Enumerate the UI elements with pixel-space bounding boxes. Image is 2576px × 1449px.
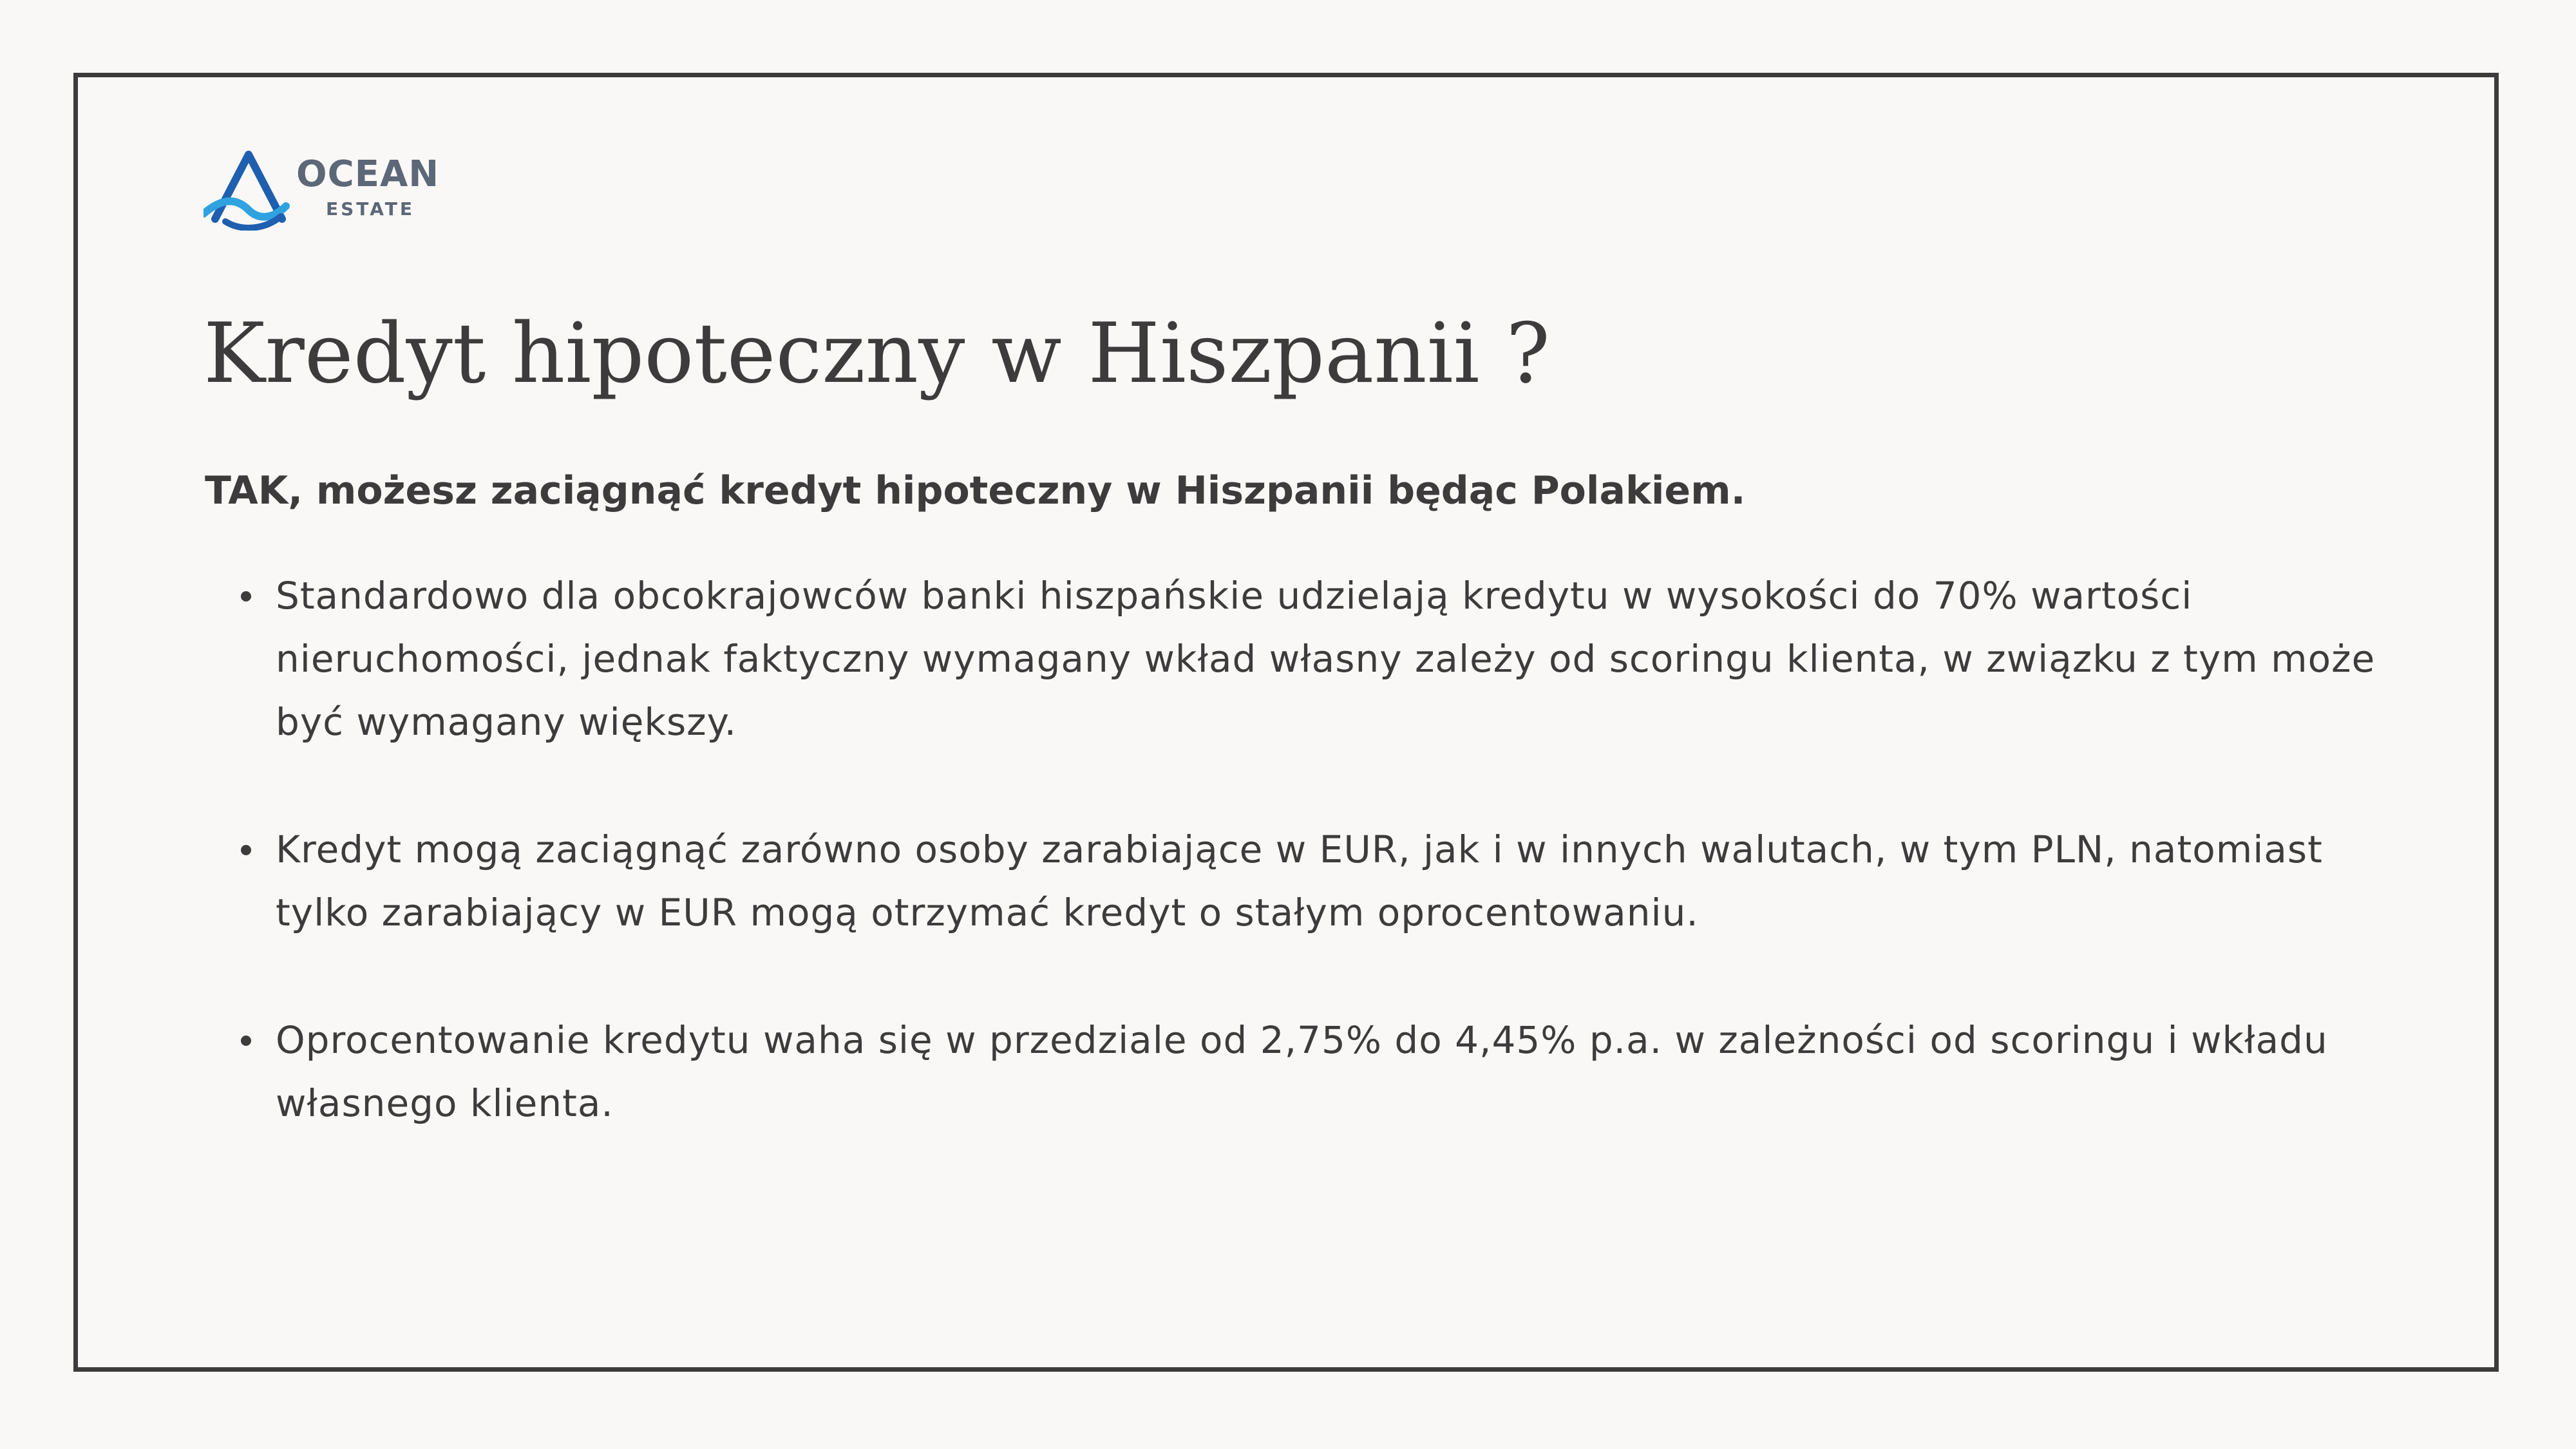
wave-mountain-icon bbox=[204, 147, 294, 231]
logo-wordmark: OCEAN bbox=[296, 153, 440, 195]
list-item bbox=[236, 1009, 2412, 1135]
bullet-list bbox=[236, 564, 2412, 1199]
bullet-dot-icon bbox=[241, 1036, 251, 1046]
bullet-dot-icon bbox=[241, 591, 251, 601]
logo bbox=[204, 144, 461, 228]
bullet-dot-icon bbox=[241, 845, 251, 855]
bullet-text: Oprocentowanie kredytu waha się w przedziale od 2,75% do 4,45% p.a. w zależności od scoringu i wkładu własnego klienta. bbox=[276, 1018, 2328, 1125]
bullet-text: Kredyt mogą zaciągnąć zarówno osoby zarabiające w EUR, jak i w innych walutach, w tym PLN, natomiast tylko zarabiający w EUR mogą otrzymać kredyt o stałym oprocentowaniu. bbox=[276, 828, 2323, 934]
list-item bbox=[236, 564, 2412, 753]
page-title: Kredyt hipoteczny w Hiszpanii ? bbox=[204, 306, 1550, 402]
logo-subtitle: ESTATE bbox=[326, 198, 415, 220]
bullet-text: Standardowo dla obcokrajowców banki hiszpańskie udzielają kredytu w wysokości do 70% wartości nieruchomości, jednak faktyczny wymagany wkład własny zależy od scoringu klienta, w związku z tym może być wymagany większy. bbox=[276, 574, 2376, 744]
list-item bbox=[236, 818, 2412, 944]
lead-statement: TAK, możesz zaciągnąć kredyt hipoteczny w Hiszpanii będąc Polakiem. bbox=[205, 468, 1746, 513]
